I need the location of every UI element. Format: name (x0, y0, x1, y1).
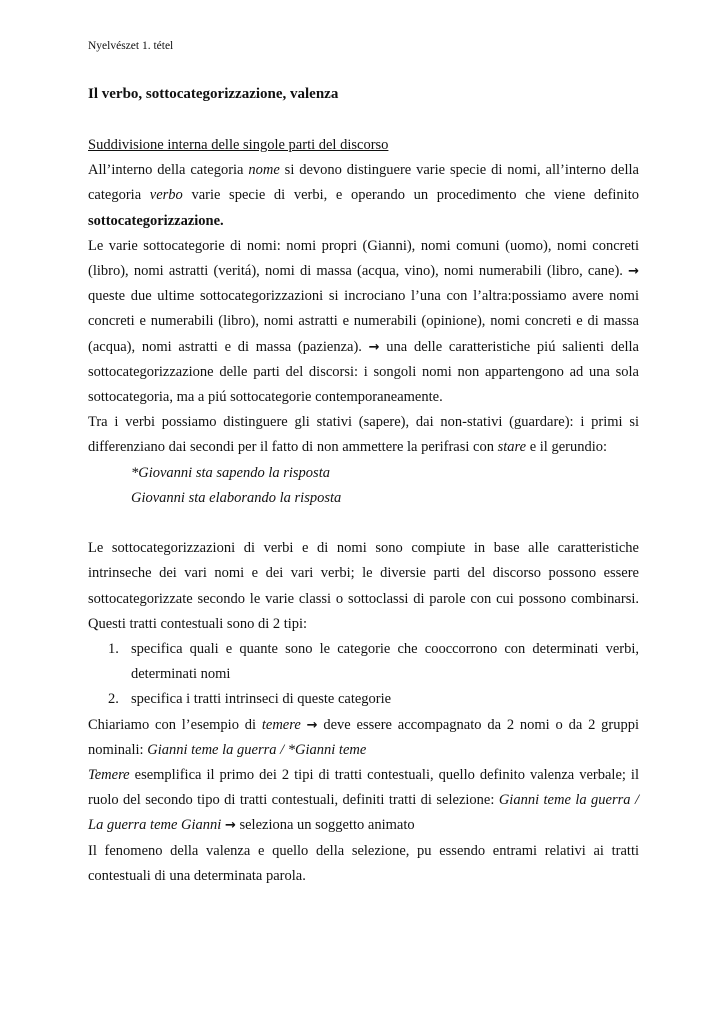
arrow-right-icon: → (368, 339, 380, 355)
example-sentence: *Giovanni sta sapendo la risposta (131, 464, 330, 481)
example-sentence: Giovanni sta elaborando la risposta (131, 489, 342, 506)
paragraph-categories: All’interno della categoria nome si devono distinguere varie specie di nomi, all’interno della categoria verbo varie specie di verbi, e operando un procedimento che viene definito sottocategorizzazione. (88, 162, 639, 229)
arrow-right-icon: → (628, 264, 639, 280)
paragraph-temere-example: Chiariamo con l’esempio di temere → deve essere accompagnato da 2 nomi o da 2 gruppi nominali: Gianni teme la guerra / *Gianni teme (88, 716, 640, 758)
section-heading: Suddivisione interna delle singole parti del discorso (88, 137, 389, 153)
paragraph-noun-subcategories: Le varie sottocategorie di nomi: nomi propri (Gianni), nomi comuni (uomo), nomi concreti (libro), nomi astratti (veritá), nomi di massa (acqua, vino), nomi numerabili (libro, cane). → queste due ultime sottocategorizzazioni si incrociano l’una con l’altra:possiamo avere nomi concreti e numerabili (libro), nomi astratti e numerabili (opinione), nomi concreti e di massa (acqua), nomi astratti e di massa (pazienza). → una delle caratteristiche piú salienti della sottocategorizzazione delle parti del discorsi: i songoli nomi non appartengono ad una sola sottocategoria, ma a piú sottocategorie contemporaneamente. (88, 237, 639, 406)
list-item: 1. specifica quali e quante sono le categorie che cooccorrono con determinati verbi, determinati nomi (108, 641, 639, 683)
term-sottocategorizzazione: sottocategorizzazione. (88, 212, 224, 229)
paragraph-verbs: Tra i verbi possiamo distinguere gli stativi (sapere), dai non-stativi (guardare): i primi si differenziano dai secondi per il fatto di non ammettere la perifrasi con stare e il gerundio: (88, 414, 639, 456)
traits-list (88, 637, 639, 713)
arrow-right-icon: → (224, 818, 236, 834)
paragraph-contextual-traits: Le sottocategorizzazioni di verbi e di nomi sono compiute in base alle caratteristiche intrinseche dei vari nomi e dei vari verbi; le diversie parti del discorso possono essere sottocategorizzate secondo le varie classi o sottoclassi di parole con cui possono combinarsi. Questi tratti contestuali sono di 2 tipi: (88, 540, 639, 632)
document-body (88, 133, 639, 889)
paragraph-conclusion: Il fenomeno della valenza e quello della selezione, pu essendo entrami relativi ai tratti contestuali di una determinata parola. (88, 842, 639, 884)
paragraph-valenza: Temere esemplifica il primo dei 2 tipi di tratti contestuali, quello definito valenza verbale; il ruolo del secondo tipo di tratti contestuali, definiti tratti di selezione: Gianni teme la guerra / La guerra teme Gianni → seleziona un soggetto animato (88, 767, 639, 834)
page-header: Nyelvészet 1. tétel (88, 40, 174, 52)
document-title: Il verbo, sottocategorizzazione, valenza (88, 86, 339, 102)
arrow-right-icon: → (306, 717, 318, 733)
list-item: 2. specifica i tratti intrinseci di queste categorie (108, 691, 392, 708)
